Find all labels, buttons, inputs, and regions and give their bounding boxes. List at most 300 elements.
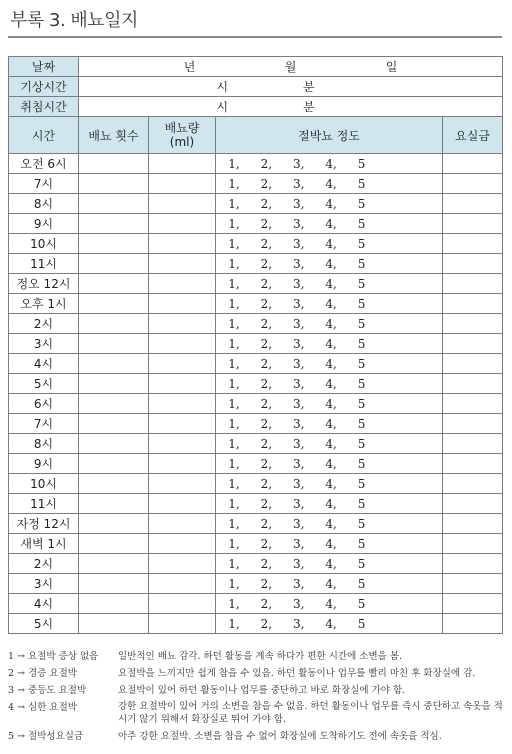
urgency-option-5[interactable]: 5 bbox=[357, 196, 366, 211]
urgency-option-3[interactable]: 3, bbox=[292, 396, 305, 411]
urgency-option-4[interactable]: 4, bbox=[325, 216, 337, 231]
wake-time-row bbox=[9, 77, 503, 97]
incontinence-cell[interactable] bbox=[443, 354, 503, 374]
urgency-option-4[interactable]: 4, bbox=[325, 236, 337, 251]
urgency-scale-cell[interactable] bbox=[216, 374, 443, 394]
void-volume-cell[interactable] bbox=[149, 354, 216, 374]
urgency-option-2[interactable]: 2, bbox=[260, 276, 273, 291]
void-count-cell[interactable] bbox=[79, 574, 149, 594]
urgency-option-1[interactable]: 1, bbox=[228, 356, 240, 371]
time-cell: 7시 bbox=[9, 174, 79, 194]
urgency-option-4[interactable]: 4, bbox=[325, 276, 337, 291]
urgency-option-5[interactable]: 5 bbox=[357, 356, 366, 371]
time-cell: 10시 bbox=[9, 474, 79, 494]
urgency-option-2[interactable]: 2, bbox=[260, 376, 273, 391]
void-volume-cell[interactable] bbox=[149, 274, 216, 294]
urgency-option-4[interactable]: 4, bbox=[325, 516, 337, 531]
table-row bbox=[9, 594, 503, 614]
urgency-legend bbox=[8, 648, 504, 745]
void-count-cell[interactable] bbox=[79, 234, 149, 254]
table-row bbox=[9, 454, 503, 474]
time-cell: 8시 bbox=[9, 434, 79, 454]
incontinence-cell[interactable] bbox=[443, 594, 503, 614]
urgency-option-2[interactable]: 2, bbox=[260, 356, 273, 371]
urgency-option-1[interactable]: 1, bbox=[228, 196, 240, 211]
void-count-cell[interactable] bbox=[79, 314, 149, 334]
legend-key: 3 → 중등도 요절박 bbox=[8, 685, 87, 696]
urgency-option-5[interactable]: 5 bbox=[357, 576, 366, 591]
title-divider bbox=[8, 36, 502, 38]
urgency-option-3[interactable]: 3, bbox=[292, 476, 305, 491]
time-cell: 오후 1시 bbox=[9, 294, 79, 314]
urgency-option-5[interactable]: 5 bbox=[357, 556, 366, 571]
table-row bbox=[9, 194, 503, 214]
urgency-option-4[interactable]: 4, bbox=[325, 436, 337, 451]
incontinence-cell[interactable] bbox=[443, 314, 503, 334]
legend-description: 강한 요절박이 있어 거의 소변을 참을 수 없음. 하던 활동이나 업무를 즉시 중단하고 속옷을 적시기 않기 위해서 화장실로 뛰어 가야 함. bbox=[118, 701, 503, 725]
urgency-option-5[interactable]: 5 bbox=[357, 596, 366, 611]
urgency-option-2[interactable]: 2, bbox=[260, 316, 273, 331]
urgency-option-3[interactable]: 3, bbox=[292, 416, 305, 431]
incontinence-cell[interactable] bbox=[443, 334, 503, 354]
time-cell: 3시 bbox=[9, 334, 79, 354]
void-volume-cell[interactable] bbox=[149, 514, 216, 534]
urgency-scale-cell[interactable] bbox=[216, 474, 443, 494]
urgency-option-3[interactable]: 3, bbox=[292, 276, 305, 291]
void-volume-cell[interactable] bbox=[149, 494, 216, 514]
void-count-cell[interactable] bbox=[79, 434, 149, 454]
sleep-time-row bbox=[9, 97, 503, 117]
urgency-option-1[interactable]: 1, bbox=[228, 256, 240, 271]
day-unit: 일 bbox=[385, 60, 398, 74]
void-volume-cell[interactable] bbox=[149, 374, 216, 394]
void-volume-cell[interactable] bbox=[149, 594, 216, 614]
urgency-option-1[interactable]: 1, bbox=[228, 316, 240, 331]
void-count-cell[interactable] bbox=[79, 474, 149, 494]
urgency-option-2[interactable]: 2, bbox=[260, 596, 273, 611]
time-cell: 9시 bbox=[9, 214, 79, 234]
legend-key: 5 → 절박성요실금 bbox=[8, 731, 84, 742]
urgency-option-4[interactable]: 4, bbox=[325, 156, 337, 171]
incontinence-cell[interactable] bbox=[443, 274, 503, 294]
urgency-option-3[interactable]: 3, bbox=[292, 376, 305, 391]
date-row bbox=[9, 57, 503, 77]
urgency-option-5[interactable]: 5 bbox=[357, 376, 366, 391]
urgency-option-1[interactable]: 1, bbox=[228, 216, 240, 231]
urgency-option-3[interactable]: 3, bbox=[292, 216, 305, 231]
urgency-scale-cell[interactable] bbox=[216, 334, 443, 354]
urgency-option-3[interactable]: 3, bbox=[292, 176, 305, 191]
void-volume-cell[interactable] bbox=[149, 194, 216, 214]
urgency-option-5[interactable]: 5 bbox=[357, 176, 366, 191]
urgency-scale-cell[interactable] bbox=[216, 414, 443, 434]
sleep-hour-unit: 시 bbox=[216, 100, 229, 114]
void-volume-cell[interactable] bbox=[149, 234, 216, 254]
incontinence-cell[interactable] bbox=[443, 194, 503, 214]
table-row bbox=[9, 314, 503, 334]
time-cell: 2시 bbox=[9, 554, 79, 574]
wake-minute-unit: 분 bbox=[302, 80, 315, 94]
urgency-option-4[interactable]: 4, bbox=[325, 556, 337, 571]
urgency-option-1[interactable]: 1, bbox=[228, 296, 240, 311]
void-volume-cell[interactable] bbox=[149, 574, 216, 594]
void-volume-header: 배뇨량 (ml) bbox=[149, 117, 216, 154]
urgency-scale-cell[interactable] bbox=[216, 234, 443, 254]
urgency-option-2[interactable]: 2, bbox=[260, 216, 273, 231]
page-title: 부록 3. 배뇨일지 bbox=[10, 10, 138, 31]
urgency-option-3[interactable]: 3, bbox=[292, 236, 305, 251]
column-header-row bbox=[9, 117, 503, 154]
urgency-scale-cell[interactable] bbox=[216, 614, 443, 634]
table-row bbox=[9, 414, 503, 434]
void-count-cell[interactable] bbox=[79, 534, 149, 554]
urgency-scale-cell[interactable] bbox=[216, 154, 443, 174]
urgency-option-1[interactable]: 1, bbox=[228, 156, 240, 171]
time-cell: 3시 bbox=[9, 574, 79, 594]
time-header: 시간 bbox=[9, 117, 79, 154]
urgency-option-5[interactable]: 5 bbox=[357, 456, 366, 471]
table-row bbox=[9, 614, 503, 634]
legend-item bbox=[8, 665, 504, 682]
urgency-scale-cell[interactable] bbox=[216, 454, 443, 474]
urgency-option-4[interactable]: 4, bbox=[325, 316, 337, 331]
urgency-option-2[interactable]: 2, bbox=[260, 576, 273, 591]
urgency-option-2[interactable]: 2, bbox=[260, 456, 273, 471]
urgency-option-5[interactable]: 5 bbox=[357, 336, 366, 351]
void-count-cell[interactable] bbox=[79, 614, 149, 634]
void-volume-cell[interactable] bbox=[149, 414, 216, 434]
table-row bbox=[9, 374, 503, 394]
urgency-scale-cell[interactable] bbox=[216, 534, 443, 554]
time-cell: 2시 bbox=[9, 314, 79, 334]
urgency-option-1[interactable]: 1, bbox=[228, 516, 240, 531]
urgency-option-2[interactable]: 2, bbox=[260, 516, 273, 531]
incontinence-cell[interactable] bbox=[443, 434, 503, 454]
void-count-cell[interactable] bbox=[79, 554, 149, 574]
urgency-option-5[interactable]: 5 bbox=[357, 276, 366, 291]
urgency-option-4[interactable]: 4, bbox=[325, 376, 337, 391]
legend-key: 2 → 경증 요절박 bbox=[8, 668, 77, 679]
urgency-option-3[interactable]: 3, bbox=[292, 576, 305, 591]
void-count-header: 배뇨 횟수 bbox=[79, 117, 149, 154]
urgency-scale-cell[interactable] bbox=[216, 354, 443, 374]
urgency-option-4[interactable]: 4, bbox=[325, 596, 337, 611]
time-cell: 4시 bbox=[9, 594, 79, 614]
urgency-option-5[interactable]: 5 bbox=[357, 156, 366, 171]
urgency-header: 절박뇨 정도 bbox=[216, 117, 443, 154]
table-row bbox=[9, 214, 503, 234]
urgency-scale-cell[interactable] bbox=[216, 394, 443, 414]
urgency-option-2[interactable]: 2, bbox=[260, 296, 273, 311]
urgency-option-1[interactable]: 1, bbox=[228, 536, 240, 551]
urgency-option-4[interactable]: 4, bbox=[325, 416, 337, 431]
urgency-option-2[interactable]: 2, bbox=[260, 176, 273, 191]
incontinence-cell[interactable] bbox=[443, 214, 503, 234]
time-cell: 9시 bbox=[9, 454, 79, 474]
urgency-option-4[interactable]: 4, bbox=[325, 176, 337, 191]
urgency-scale-cell[interactable] bbox=[216, 254, 443, 274]
legend-key: 4 → 심한 요절박 bbox=[8, 702, 77, 713]
urgency-option-4[interactable]: 4, bbox=[325, 536, 337, 551]
urgency-option-1[interactable]: 1, bbox=[228, 376, 240, 391]
month-unit: 월 bbox=[284, 60, 297, 74]
urgency-option-3[interactable]: 3, bbox=[292, 356, 305, 371]
urgency-scale-cell[interactable] bbox=[216, 594, 443, 614]
void-count-cell[interactable] bbox=[79, 414, 149, 434]
urgency-option-3[interactable]: 3, bbox=[292, 436, 305, 451]
urgency-option-2[interactable]: 2, bbox=[260, 416, 273, 431]
table-row bbox=[9, 174, 503, 194]
incontinence-cell[interactable] bbox=[443, 234, 503, 254]
incontinence-cell[interactable] bbox=[443, 494, 503, 514]
time-cell: 5시 bbox=[9, 374, 79, 394]
void-count-cell[interactable] bbox=[79, 254, 149, 274]
urgency-option-2[interactable]: 2, bbox=[260, 476, 273, 491]
time-cell: 10시 bbox=[9, 234, 79, 254]
urgency-option-5[interactable]: 5 bbox=[357, 536, 366, 551]
time-cell: 정오 12시 bbox=[9, 274, 79, 294]
legend-description: 요절박이 있어 하던 활동이나 업무를 중단하고 바로 화장실에 가야 함. bbox=[118, 685, 406, 696]
void-volume-cell[interactable] bbox=[149, 474, 216, 494]
urgency-option-3[interactable]: 3, bbox=[292, 496, 305, 511]
urgency-scale-cell[interactable] bbox=[216, 494, 443, 514]
void-volume-cell[interactable] bbox=[149, 174, 216, 194]
legend-key: 1 → 요절박 증상 없음 bbox=[8, 651, 99, 662]
time-cell: 자정 12시 bbox=[9, 514, 79, 534]
urgency-option-5[interactable]: 5 bbox=[357, 416, 366, 431]
incontinence-cell[interactable] bbox=[443, 614, 503, 634]
legend-item bbox=[8, 728, 504, 745]
urgency-option-1[interactable]: 1, bbox=[228, 276, 240, 291]
year-unit: 년 bbox=[183, 60, 196, 74]
urgency-option-5[interactable]: 5 bbox=[357, 616, 366, 631]
urgency-option-3[interactable]: 3, bbox=[292, 536, 305, 551]
void-count-cell[interactable] bbox=[79, 494, 149, 514]
urgency-option-3[interactable]: 3, bbox=[292, 296, 305, 311]
void-count-cell[interactable] bbox=[79, 594, 149, 614]
urgency-scale-cell[interactable] bbox=[216, 174, 443, 194]
urgency-option-3[interactable]: 3, bbox=[292, 556, 305, 571]
incontinence-cell[interactable] bbox=[443, 294, 503, 314]
void-count-cell[interactable] bbox=[79, 514, 149, 534]
urgency-option-3[interactable]: 3, bbox=[292, 316, 305, 331]
urgency-option-1[interactable]: 1, bbox=[228, 436, 240, 451]
urgency-scale-cell[interactable] bbox=[216, 194, 443, 214]
sleep-minute-unit: 분 bbox=[302, 100, 315, 114]
void-volume-cell[interactable] bbox=[149, 314, 216, 334]
table-row bbox=[9, 294, 503, 314]
urgency-option-3[interactable]: 3, bbox=[292, 456, 305, 471]
time-cell: 11시 bbox=[9, 254, 79, 274]
table-row bbox=[9, 274, 503, 294]
urgency-option-4[interactable]: 4, bbox=[325, 496, 337, 511]
void-count-cell[interactable] bbox=[79, 354, 149, 374]
date-label: 날짜 bbox=[9, 57, 79, 77]
table-row bbox=[9, 574, 503, 594]
table-row bbox=[9, 394, 503, 414]
urgency-option-4[interactable]: 4, bbox=[325, 256, 337, 271]
void-volume-cell[interactable] bbox=[149, 214, 216, 234]
urgency-option-4[interactable]: 4, bbox=[325, 196, 337, 211]
urgency-option-5[interactable]: 5 bbox=[357, 236, 366, 251]
urgency-option-1[interactable]: 1, bbox=[228, 616, 240, 631]
urgency-option-1[interactable]: 1, bbox=[228, 576, 240, 591]
urgency-option-1[interactable]: 1, bbox=[228, 476, 240, 491]
urgency-option-1[interactable]: 1, bbox=[228, 496, 240, 511]
legend-description: 일반적인 배뇨 감각. 하던 활동을 계속 하다가 편한 시간에 소변을 봄. bbox=[118, 651, 403, 662]
void-volume-cell[interactable] bbox=[149, 614, 216, 634]
urgency-option-2[interactable]: 2, bbox=[260, 556, 273, 571]
urgency-option-5[interactable]: 5 bbox=[357, 316, 366, 331]
urgency-option-2[interactable]: 2, bbox=[260, 256, 273, 271]
urgency-option-3[interactable]: 3, bbox=[292, 596, 305, 611]
urgency-option-1[interactable]: 1, bbox=[228, 236, 240, 251]
urgency-option-5[interactable]: 5 bbox=[357, 476, 366, 491]
urgency-option-2[interactable]: 2, bbox=[260, 336, 273, 351]
incontinence-cell[interactable] bbox=[443, 514, 503, 534]
urgency-option-3[interactable]: 3, bbox=[292, 516, 305, 531]
void-count-cell[interactable] bbox=[79, 174, 149, 194]
urgency-option-2[interactable]: 2, bbox=[260, 156, 273, 171]
urgency-option-1[interactable]: 1, bbox=[228, 176, 240, 191]
urgency-scale-cell[interactable] bbox=[216, 294, 443, 314]
legend-description: 아주 강한 요절박. 소변을 참을 수 없어 화장실에 도착하기도 전에 속옷을 적심. bbox=[118, 731, 442, 742]
urgency-option-4[interactable]: 4, bbox=[325, 576, 337, 591]
urgency-scale-cell[interactable] bbox=[216, 574, 443, 594]
time-cell: 4시 bbox=[9, 354, 79, 374]
urgency-option-5[interactable]: 5 bbox=[357, 296, 366, 311]
void-count-cell[interactable] bbox=[79, 374, 149, 394]
urgency-option-4[interactable]: 4, bbox=[325, 356, 337, 371]
urgency-option-1[interactable]: 1, bbox=[228, 456, 240, 471]
urgency-scale-cell[interactable] bbox=[216, 514, 443, 534]
time-cell: 8시 bbox=[9, 194, 79, 214]
incontinence-cell[interactable] bbox=[443, 574, 503, 594]
urgency-option-1[interactable]: 1, bbox=[228, 556, 240, 571]
urgency-option-2[interactable]: 2, bbox=[260, 536, 273, 551]
urgency-option-5[interactable]: 5 bbox=[357, 496, 366, 511]
urgency-option-3[interactable]: 3, bbox=[292, 196, 305, 211]
void-volume-cell[interactable] bbox=[149, 294, 216, 314]
void-count-cell[interactable] bbox=[79, 274, 149, 294]
legend-item bbox=[8, 648, 504, 665]
wake-hour-unit: 시 bbox=[216, 80, 229, 94]
void-count-cell[interactable] bbox=[79, 214, 149, 234]
incontinence-cell[interactable] bbox=[443, 394, 503, 414]
void-count-cell[interactable] bbox=[79, 334, 149, 354]
table-row bbox=[9, 334, 503, 354]
urgency-option-2[interactable]: 2, bbox=[260, 236, 273, 251]
incontinence-cell[interactable] bbox=[443, 474, 503, 494]
date-field[interactable] bbox=[79, 57, 503, 77]
urgency-option-4[interactable]: 4, bbox=[325, 396, 337, 411]
incontinence-cell[interactable] bbox=[443, 254, 503, 274]
incontinence-cell[interactable] bbox=[443, 174, 503, 194]
urgency-option-5[interactable]: 5 bbox=[357, 436, 366, 451]
void-count-cell[interactable] bbox=[79, 154, 149, 174]
urgency-option-5[interactable]: 5 bbox=[357, 516, 366, 531]
urgency-option-5[interactable]: 5 bbox=[357, 256, 366, 271]
void-volume-cell[interactable] bbox=[149, 254, 216, 274]
void-count-cell[interactable] bbox=[79, 194, 149, 214]
urgency-option-2[interactable]: 2, bbox=[260, 196, 273, 211]
sleep-time-label: 취침시간 bbox=[9, 97, 79, 117]
void-volume-cell[interactable] bbox=[149, 554, 216, 574]
void-volume-cell[interactable] bbox=[149, 394, 216, 414]
urgency-option-1[interactable]: 1, bbox=[228, 396, 240, 411]
void-volume-cell[interactable] bbox=[149, 454, 216, 474]
incontinence-cell[interactable] bbox=[443, 534, 503, 554]
urgency-option-4[interactable]: 4, bbox=[325, 296, 337, 311]
time-cell: 6시 bbox=[9, 394, 79, 414]
incontinence-cell[interactable] bbox=[443, 374, 503, 394]
urgency-option-4[interactable]: 4, bbox=[325, 616, 337, 631]
legend-description: 요절박을 느끼지만 쉽게 참을 수 있음. 하던 활동이나 업무를 빨리 마친 후 화장실에 감. bbox=[118, 668, 476, 679]
urgency-option-1[interactable]: 1, bbox=[228, 336, 240, 351]
void-volume-cell[interactable] bbox=[149, 154, 216, 174]
void-count-cell[interactable] bbox=[79, 294, 149, 314]
time-cell: 11시 bbox=[9, 494, 79, 514]
urgency-option-4[interactable]: 4, bbox=[325, 476, 337, 491]
void-count-cell[interactable] bbox=[79, 454, 149, 474]
wake-time-label: 기상시간 bbox=[9, 77, 79, 97]
urgency-option-3[interactable]: 3, bbox=[292, 156, 305, 171]
time-cell: 새벽 1시 bbox=[9, 534, 79, 554]
time-cell: 7시 bbox=[9, 414, 79, 434]
urgency-scale-cell[interactable] bbox=[216, 314, 443, 334]
table-row bbox=[9, 514, 503, 534]
table-row bbox=[9, 554, 503, 574]
void-count-cell[interactable] bbox=[79, 394, 149, 414]
sleep-time-field[interactable] bbox=[79, 97, 503, 117]
urgency-scale-cell[interactable] bbox=[216, 434, 443, 454]
urgency-option-3[interactable]: 3, bbox=[292, 256, 305, 271]
voiding-diary-table bbox=[8, 56, 503, 634]
time-cell: 5시 bbox=[9, 614, 79, 634]
urgency-option-5[interactable]: 5 bbox=[357, 396, 366, 411]
incontinence-cell[interactable] bbox=[443, 154, 503, 174]
urgency-option-4[interactable]: 4, bbox=[325, 456, 337, 471]
urgency-option-1[interactable]: 1, bbox=[228, 596, 240, 611]
table-row bbox=[9, 474, 503, 494]
incontinence-header: 요실금 bbox=[443, 117, 503, 154]
void-volume-cell[interactable] bbox=[149, 434, 216, 454]
urgency-option-3[interactable]: 3, bbox=[292, 336, 305, 351]
urgency-scale-cell[interactable] bbox=[216, 214, 443, 234]
legend-item bbox=[8, 699, 504, 728]
incontinence-cell[interactable] bbox=[443, 554, 503, 574]
urgency-option-5[interactable]: 5 bbox=[357, 216, 366, 231]
legend-item bbox=[8, 682, 504, 699]
void-volume-cell[interactable] bbox=[149, 334, 216, 354]
urgency-option-2[interactable]: 2, bbox=[260, 616, 273, 631]
void-volume-cell[interactable] bbox=[149, 534, 216, 554]
urgency-option-4[interactable]: 4, bbox=[325, 336, 337, 351]
urgency-option-3[interactable]: 3, bbox=[292, 616, 305, 631]
urgency-option-2[interactable]: 2, bbox=[260, 436, 273, 451]
incontinence-cell[interactable] bbox=[443, 414, 503, 434]
table-row bbox=[9, 154, 503, 174]
urgency-option-1[interactable]: 1, bbox=[228, 416, 240, 431]
table-row bbox=[9, 494, 503, 514]
time-cell: 오전 6시 bbox=[9, 154, 79, 174]
urgency-scale-cell[interactable] bbox=[216, 554, 443, 574]
urgency-option-2[interactable]: 2, bbox=[260, 496, 273, 511]
wake-time-field[interactable] bbox=[79, 77, 503, 97]
incontinence-cell[interactable] bbox=[443, 454, 503, 474]
urgency-option-2[interactable]: 2, bbox=[260, 396, 273, 411]
urgency-scale-cell[interactable] bbox=[216, 274, 443, 294]
